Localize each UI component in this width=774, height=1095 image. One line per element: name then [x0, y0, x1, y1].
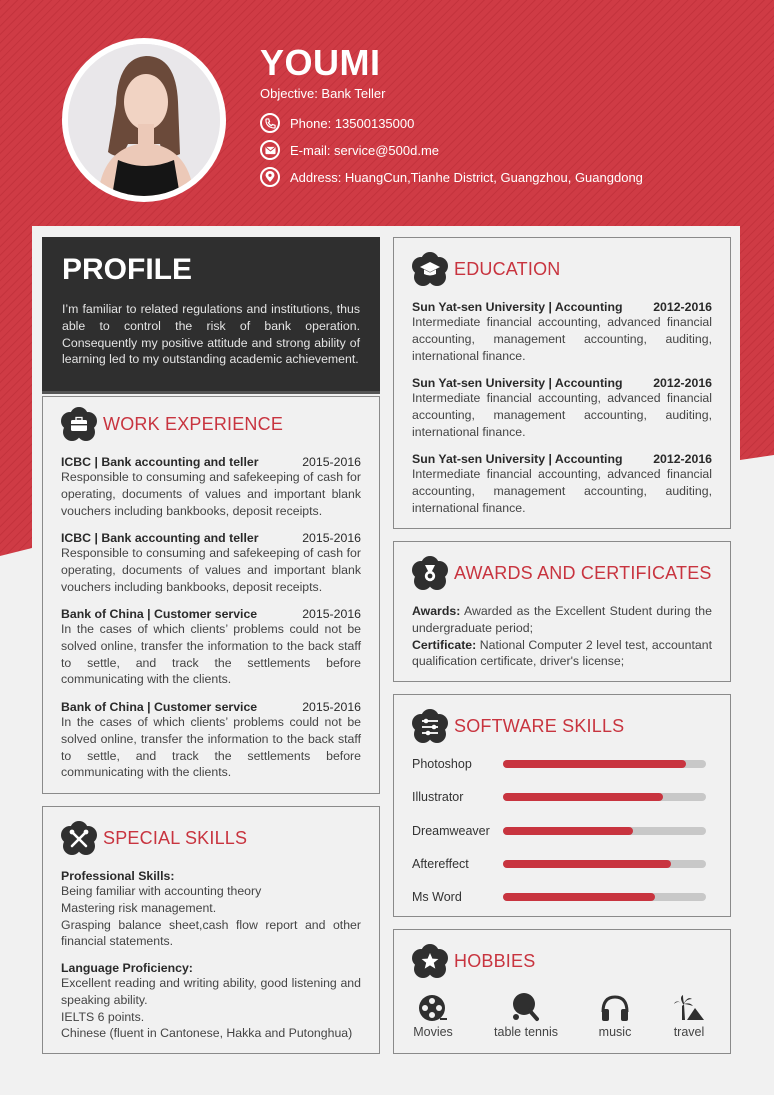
table-tennis-icon [511, 992, 541, 1022]
education-entry-heading: Sun Yat-sen University | Accounting [412, 452, 623, 466]
education-section [393, 237, 731, 529]
work-experience-title: WORK EXPERIENCE [103, 413, 284, 434]
briefcase-icon [61, 407, 97, 441]
language-proficiency [61, 961, 361, 1042]
education-entry-3 [412, 452, 712, 516]
professional-skill-line: Grasping balance sheet,cash flow report and other financial statements. [61, 917, 361, 949]
skill-name: Illustrator [412, 790, 464, 804]
education-entry-heading: Sun Yat-sen University | Accounting [412, 376, 623, 390]
hobby-table-tennis [490, 992, 562, 1039]
address-text: Address: HuangCun,Tianhe District, Guangzhou, Guangdong [290, 169, 643, 185]
tools-icon [61, 821, 97, 855]
education-entry-date: 2012-2016 [653, 300, 712, 314]
hobby-label: music [598, 1025, 632, 1039]
skill-row [412, 755, 706, 773]
headphones-icon [599, 994, 631, 1022]
contact-phone [260, 113, 414, 133]
profile-text: I’m familiar to related regulations and institutions, thus able to control the risk of bank operation. Consequently my positive attitude and strong ability of learning led to my outstanding academic achievement. [62, 302, 360, 367]
work-entry-heading: ICBC | Bank accounting and teller [61, 531, 259, 545]
work-entry-4 [61, 700, 361, 781]
work-entry-date: 2015-2016 [302, 700, 361, 714]
skill-bar-fill [503, 893, 655, 901]
skill-name: Aftereffect [412, 857, 469, 871]
education-entry-heading: Sun Yat-sen University | Accounting [412, 300, 623, 314]
location-pin-icon [260, 167, 280, 187]
film-reel-icon [418, 994, 448, 1022]
awards-section [393, 541, 731, 682]
hobby-label: table tennis [494, 1025, 558, 1039]
medal-icon [412, 556, 448, 590]
hobby-travel [666, 994, 712, 1039]
awards-body [412, 603, 712, 670]
skill-row [412, 888, 706, 906]
work-entry-text: In the cases of which clients’ problems could not be solved online, transfer the information to the back staff to settle, and track the settlements before communicating with the clients. [61, 715, 361, 780]
education-entry-date: 2012-2016 [653, 376, 712, 390]
professional-skill-line: Being familiar with accounting theory [61, 884, 262, 898]
skill-bar-track [503, 760, 706, 768]
contact-email [260, 140, 439, 160]
language-line: Chinese (fluent in Cantonese, Hakka and Putonghua) [61, 1026, 353, 1041]
email-text[interactable]: E-mail: service@500d.me [290, 142, 440, 158]
education-entry-1 [412, 300, 712, 364]
skill-bar-fill [503, 760, 686, 768]
skill-row [412, 788, 706, 806]
certificate-text: National Computer 2 level test, accountant qualification certificate, driver's license; [412, 637, 712, 669]
language-line: IELTS 6 points. [61, 1009, 145, 1024]
graduation-cap-icon [412, 252, 448, 286]
skill-bar-fill [503, 793, 663, 801]
hobby-music [592, 994, 638, 1039]
awards-title: AWARDS AND CERTIFICATES [454, 562, 712, 583]
work-entry-2 [61, 531, 361, 595]
work-entry-text: In the cases of which clients’ problems could not be solved online, transfer the information to the back staff to settle, and track the settlements before communicating with the clients. [61, 622, 361, 687]
work-entry-text: Responsible to consuming and safekeeping of cash for operating, documents of values and important blank vouchers including bankbooks, deposit receipts. [61, 470, 361, 518]
awards-text: Awarded as the Excellent Student during the undergraduate period; [412, 604, 712, 635]
work-entry-text: Responsible to consuming and safekeeping of cash for operating, documents of values and important blank vouchers including bankbooks, deposit receipts. [61, 546, 361, 594]
sliders-icon [412, 709, 448, 743]
skill-bar-track [503, 860, 706, 868]
special-skills-section [42, 806, 380, 1054]
skill-name: Ms Word [412, 890, 462, 904]
phone-text[interactable]: Phone: 13500135000 [290, 115, 415, 131]
language-line: Excellent reading and writing ability, good listening and speaking ability. [61, 976, 361, 1007]
work-entry-1 [61, 455, 361, 519]
education-entry-text: Intermediate financial accounting, advanced financial accounting, management accounting, auditing, international finance. [412, 467, 712, 515]
hobby-label: travel [673, 1025, 705, 1039]
avatar [68, 44, 220, 196]
professional-skills-label: Professional Skills: [61, 869, 175, 883]
work-experience-section [42, 396, 380, 794]
skill-bar-fill [503, 860, 671, 868]
awards-label: Awards: [412, 604, 461, 618]
palm-tree-icon [673, 994, 705, 1022]
professional-skill-line: Mastering risk management. [61, 900, 217, 915]
work-entry-heading: ICBC | Bank accounting and teller [61, 455, 259, 469]
skill-name: Dreamweaver [412, 824, 490, 838]
skill-bar-track [503, 793, 706, 801]
certificate-label: Certificate: [412, 637, 477, 652]
work-entry-date: 2015-2016 [302, 531, 361, 545]
work-entry-heading: Bank of China | Customer service [61, 607, 258, 621]
objective: Objective: Bank Teller [260, 86, 386, 101]
work-entry-heading: Bank of China | Customer service [61, 700, 258, 714]
skill-row [412, 855, 706, 873]
hobbies-section [393, 929, 731, 1054]
education-entry-2 [412, 376, 712, 440]
mail-icon [260, 140, 280, 160]
skill-bar-track [503, 893, 706, 901]
special-skills-title: SPECIAL SKILLS [103, 827, 248, 848]
star-icon [412, 944, 448, 978]
phone-icon [260, 113, 280, 133]
skill-row [412, 822, 706, 840]
software-skills-title: SOFTWARE SKILLS [454, 715, 625, 736]
skill-bar-fill [503, 827, 633, 835]
hobbies-title: HOBBIES [454, 950, 536, 971]
contact-address [260, 167, 643, 187]
skill-name: Photoshop [412, 757, 472, 771]
language-proficiency-label: Language Proficiency: [61, 961, 193, 975]
hobby-movies [408, 994, 458, 1039]
profile-title: PROFILE [62, 253, 193, 286]
software-skills-section [393, 694, 731, 917]
education-entry-text: Intermediate financial accounting, advanced financial accounting, management accounting, auditing, international finance. [412, 391, 712, 439]
hobby-label: Movies [413, 1025, 453, 1039]
candidate-name: YOUMI [260, 42, 381, 83]
education-entry-text: Intermediate financial accounting, advanced financial accounting, management accounting, auditing, international finance. [412, 315, 712, 363]
skill-bar-track [503, 827, 706, 835]
work-entry-3 [61, 607, 361, 688]
work-entry-date: 2015-2016 [302, 455, 361, 469]
education-title: EDUCATION [454, 258, 561, 279]
profile-section [42, 237, 380, 394]
work-entry-date: 2015-2016 [302, 607, 361, 621]
education-entry-date: 2012-2016 [653, 452, 712, 466]
professional-skills [61, 869, 361, 950]
